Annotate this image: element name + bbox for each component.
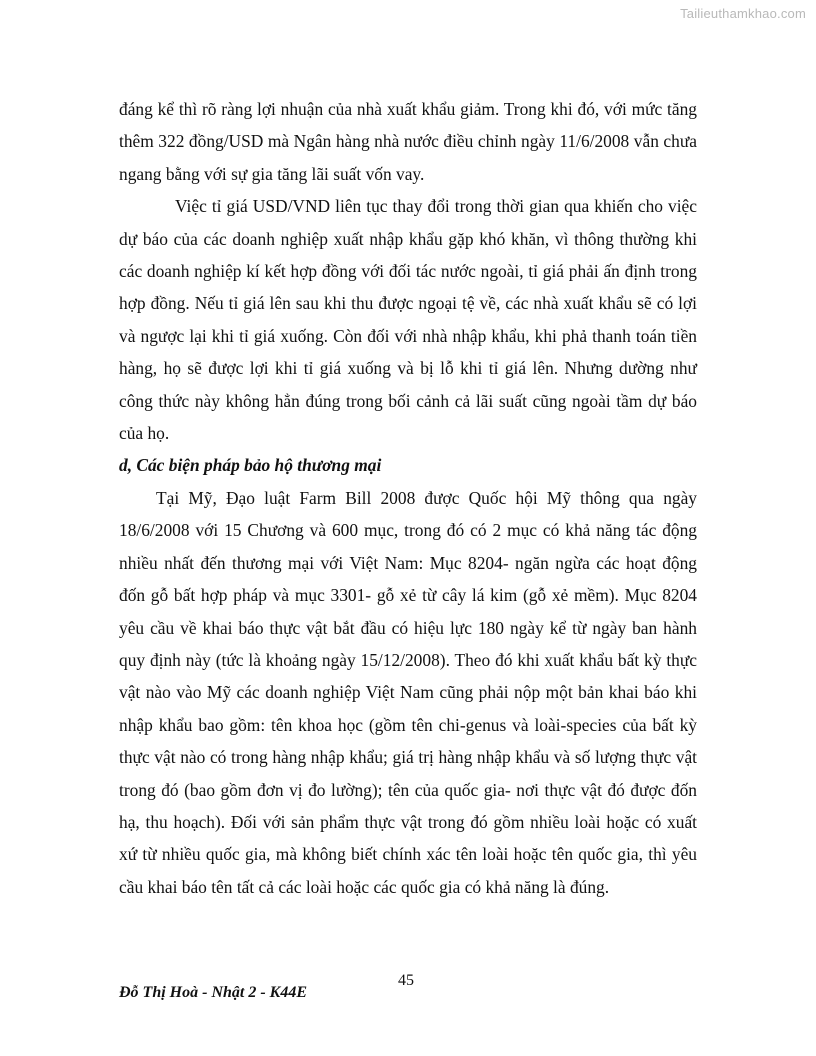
watermark: Tailieuthamkhao.com (680, 6, 806, 21)
paragraph-exchange-rate: Việc tỉ giá USD/VND liên tục thay đổi trong thời gian qua khiến cho việc dự báo của các doanh nghiệp xuất nhập khẩu gặp khó khăn, vì thông thường khi các doanh nghiệp kí kết hợp đồng với đối tác nước ngoài, tỉ giá phải ấn định trong hợp đồng. Nếu tỉ giá lên sau khi thu được ngoại tệ về, các nhà xuất khẩu sẽ có lợi và ngược lại khi tỉ giá xuống. Còn đối với nhà nhập khẩu, khi phả thanh toán tiền hàng, họ sẽ được lợi khi tỉ giá xuống và bị lỗ khi tỉ giá lên. Nhưng dường như công thức này không hẳn đúng trong bối cảnh cả lãi suất cũng ngoài tầm dự báo của họ. (119, 196, 697, 444)
section-heading: d, Các biện pháp bảo hộ thương mại (119, 455, 382, 476)
paragraph-continuation: đáng kể thì rõ ràng lợi nhuận của nhà xuất khẩu giảm. Trong khi đó, với mức tăng thêm 322 đồng/USD mà Ngân hàng nhà nước điều chỉnh ngày 11/6/2008 vẫn chưa ngang bằng với sự gia tăng lãi suất vốn vay. (119, 99, 697, 184)
paragraph-farm-bill: Tại Mỹ, Đạo luật Farm Bill 2008 được Quốc hội Mỹ thông qua ngày 18/6/2008 với 15 Chương và 600 mục, trong đó có 2 mục có khả năng tác động nhiều nhất đến thương mại với Việt Nam: Mục 8204- ngăn ngừa các hoạt động đốn gỗ bất hợp pháp và mục 3301- gỗ xẻ từ cây lá kim (gỗ xẻ mềm). Mục 8204 yêu cầu về khai báo thực vật bắt đầu có hiệu lực 180 ngày kể từ ngày ban hành quy định này (tức là khoảng ngày 15/12/2008). Theo đó khi xuất khẩu bất kỳ thực vật nào vào Mỹ các doanh nghiệp Việt Nam cũng phải nộp một bản khai báo khi nhập khẩu bao gồm: tên khoa học (gồm tên chi-genus và loài-species của bất kỳ thực vật nào có trong hàng nhập khẩu; giá trị hàng nhập khẩu và số lượng thực vật trong đó (bao gồm đơn vị đo lường); tên của quốc gia- nơi thực vật đó được đốn hạ, thu hoạch). Đối với sản phẩm thực vật trong đó gồm nhiều loài hoặc có xuất xứ từ nhiều quốc gia, mà không biết chính xác tên loài hoặc tên quốc gia, thì yêu cầu khai báo tên tất cả các loài hoặc các quốc gia có khả năng là đúng. (119, 487, 697, 897)
page-number: 45 (398, 972, 414, 989)
document-body (119, 93, 697, 903)
footer-author: Đỗ Thị Hoà - Nhật 2 - K44E (119, 984, 308, 1001)
